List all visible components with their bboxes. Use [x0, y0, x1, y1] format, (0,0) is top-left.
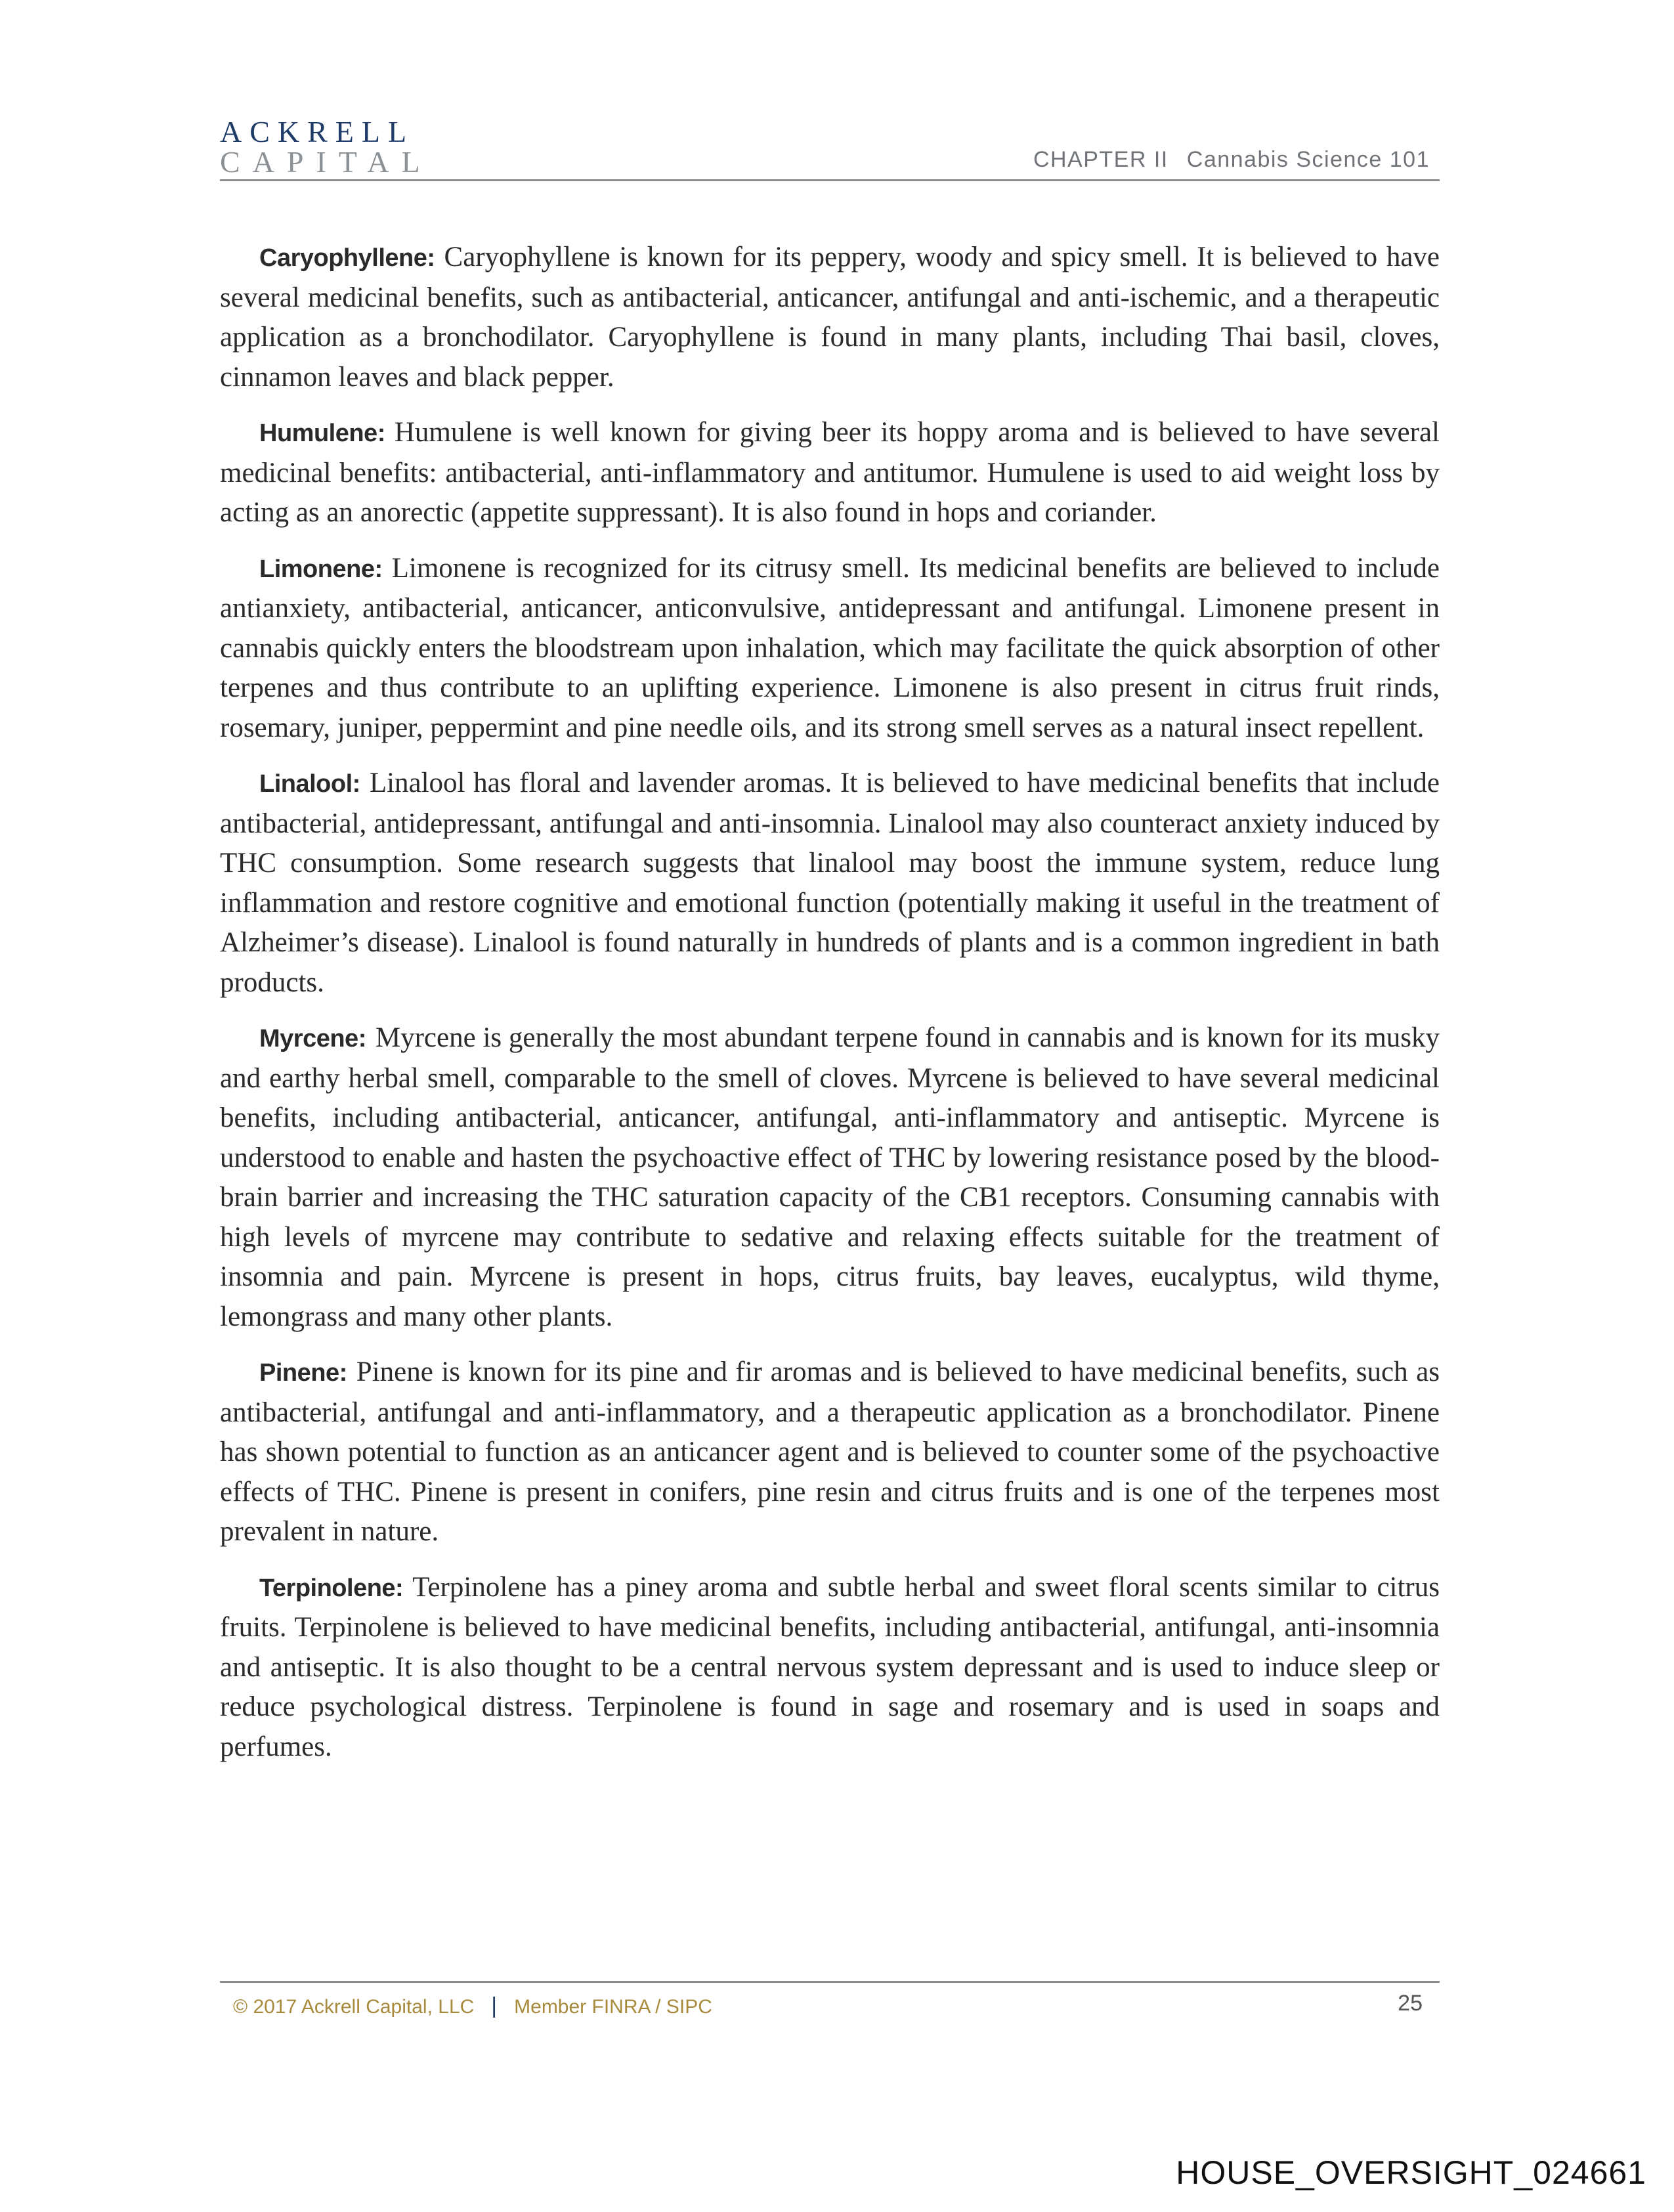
paragraph-text: Terpinolene has a piney aroma and subtle herbal and sweet floral scents similar to citrus fruits. Terpinolene is believed to have medicinal benefits, including antibacterial, antifungal, anti-insomnia and antiseptic. It is also thought to be a central nervous system depressant and is used to induce sleep or reduce psychological distress. Terpinolene is found in sage and rosemary and is used in soaps and perfumes.	[220, 1571, 1440, 1762]
paragraph-text: Pinene is known for its pine and fir aromas and is believed to have medicinal benefits, such as antibacterial, antifungal and anti-inflammatory, and a therapeutic application as a bronchodilator. Pinene has shown potential to function as an anticancer agent and is believed to counter some of the psychoactive effects of THC. Pinene is present in conifers, pine resin and citrus fruits and is one of the terpenes most prevalent in nature.	[220, 1356, 1440, 1547]
terpene-paragraph-limonene	[220, 549, 1440, 748]
chapter-title: Cannabis Science 101	[1186, 147, 1430, 172]
footer-membership: Member FINRA / SIPC	[514, 1996, 712, 2018]
footer-text	[233, 1993, 712, 2019]
paragraph-text: Myrcene is generally the most abundant terpene found in cannabis and is known for its musky and earthy herbal smell, comparable to the smell of cloves. Myrcene is believed to have several medicinal benefits, including antibacterial, anticancer, antifungal, anti-inflammatory and antiseptic. Myrcene is understood to enable and hasten the psychoactive effect of THC by lowering resistance posed by the blood-brain barrier and increasing the THC saturation capacity of the CB1 receptors. Consuming cannabis with high levels of myrcene may contribute to sedative and relaxing effects suitable for the treatment of insomnia and pain. Myrcene is present in hops, citrus fruits, bay leaves, eucalyptus, wild thyme, lemongrass and many other plants.	[220, 1022, 1440, 1332]
footer-divider	[220, 1981, 1440, 1983]
paragraph-text: Limonene is recognized for its citrusy smell. Its medicinal benefits are believed to include antianxiety, antibacterial, anticancer, anticonvulsive, antidepressant and antifungal. Limonene present in cannabis quickly enters the bloodstream upon inhalation, which may facilitate the quick absorption of other terpenes and thus contribute to an uplifting experience. Limonene is also present in citrus fruit rinds, rosemary, juniper, peppermint and pine needle oils, and its strong smell serves as a natural insect repellent.	[220, 552, 1440, 743]
chapter-heading	[1033, 147, 1430, 173]
paragraph-text: Humulene is well known for giving beer its hoppy aroma and is believed to have several medicinal benefits: antibacterial, anti-inflammatory and antitumor. Humulene is used to aid weight loss by acting as an anorectic (appetite suppressant). It is also found in hops and coriander.	[220, 417, 1440, 528]
terpene-paragraph-linalool	[220, 764, 1440, 1003]
paragraph-text: Caryophyllene is known for its peppery, woody and spicy smell. It is believed to have several medicinal benefits, such as antibacterial, anticancer, antifungal and anti-ischemic, and a therapeutic application as a bronchodilator. Caryophyllene is found in many plants, including Thai basil, cloves, cinnamon leaves and black pepper.	[220, 242, 1440, 393]
logo-line-capital: CAPITAL	[220, 145, 433, 179]
body-content	[220, 238, 1440, 1783]
terpene-paragraph-pinene	[220, 1353, 1440, 1552]
header-divider	[220, 179, 1440, 181]
paragraph-text: Linalool has floral and lavender aromas. It is believed to have medicinal benefits that include antibacterial, antidepressant, antifungal and anti-insomnia. Linalool may also counteract anxiety induced by THC consumption. Some research suggests that linalool may boost the immune system, reduce lung inflammation and restore cognitive and emotional function (potentially making it useful in the treatment of Alzheimer’s disease). Linalool is found naturally in hundreds of plants and is a common ingredient in bath products.	[220, 768, 1440, 998]
term-label: Humulene:	[259, 420, 385, 447]
term-label: Terpinolene:	[259, 1574, 404, 1602]
footer-separator: |	[491, 1993, 498, 2018]
bates-stamp: HOUSE_OVERSIGHT_024661	[1176, 2154, 1646, 2191]
terpene-paragraph-terpinolene	[220, 1568, 1440, 1767]
terpene-paragraph-myrcene	[220, 1018, 1440, 1337]
logo-line-ackrell: ACKRELL	[220, 115, 415, 148]
footer-copyright: © 2017 Ackrell Capital, LLC	[233, 1996, 475, 2018]
term-label: Pinene:	[259, 1359, 347, 1387]
terpene-paragraph-caryophyllene	[220, 238, 1440, 397]
page-number: 25	[1398, 1991, 1423, 2016]
term-label: Myrcene:	[259, 1025, 366, 1052]
company-logo	[220, 117, 433, 177]
term-label: Limonene:	[259, 555, 383, 583]
term-label: Linalool:	[259, 770, 360, 798]
term-label: Caryophyllene:	[259, 244, 435, 272]
chapter-number: CHAPTER II	[1033, 147, 1169, 172]
terpene-paragraph-humulene	[220, 413, 1440, 533]
